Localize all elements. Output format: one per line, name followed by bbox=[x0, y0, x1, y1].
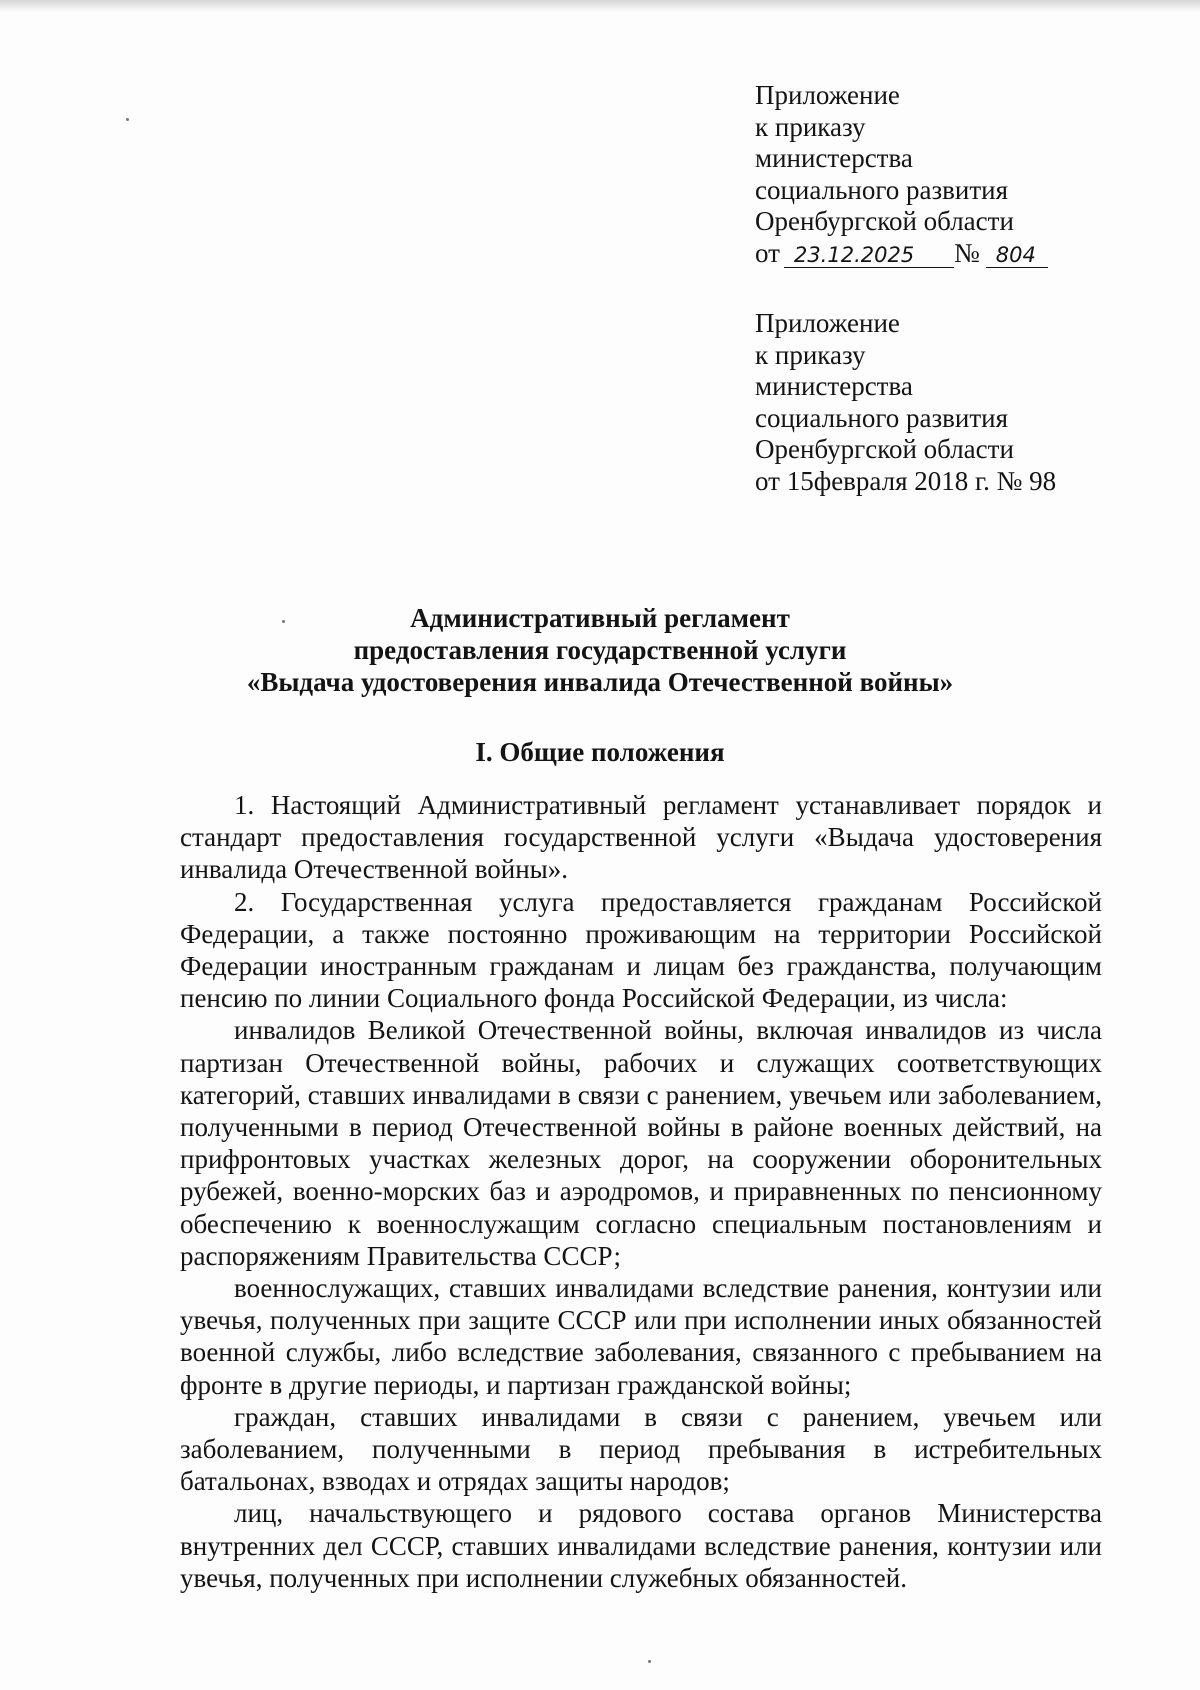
appendix-line: Оренбургской области bbox=[755, 206, 1014, 237]
appendix-line: Оренбургской области bbox=[755, 434, 1014, 465]
paragraph: 2. Государственная услуга предоставляется гражданам Российской Федерации, а также постоянно проживающим на территории Российской Федерации иностранным гражданам и лицам без гражданства, получающим пенсию по линии Социального фонда Российской Федерации, из числа: bbox=[180, 886, 1102, 1014]
section-heading: I. Общие положения bbox=[475, 737, 725, 767]
appendix-line: социального развития bbox=[755, 174, 1009, 205]
appendix-line: к приказу bbox=[755, 111, 866, 142]
title-line: Административный регламент bbox=[410, 603, 790, 633]
appendix-line: к приказу bbox=[755, 339, 866, 370]
appendix-line: министерства bbox=[755, 371, 913, 402]
from-label: от bbox=[755, 237, 780, 268]
handwritten-date: 23.12.2025 bbox=[784, 244, 954, 268]
appendix-line: Приложение bbox=[755, 308, 900, 338]
document-title bbox=[150, 602, 1050, 698]
title-line: предоставления государственной услуги bbox=[353, 635, 847, 665]
scan-speck bbox=[126, 118, 129, 121]
appendix-line: социального развития bbox=[755, 402, 1009, 433]
scan-speck bbox=[648, 1660, 651, 1663]
paragraph: 1. Настоящий Административный регламент устанавливает порядок и стандарт предоставления государственной услуги «Выдача удостоверения инвалида Отечественной войны». bbox=[180, 790, 1102, 885]
appendix-line: Приложение bbox=[755, 80, 900, 110]
handwritten-number: 804 bbox=[986, 244, 1048, 268]
appendix-current-block bbox=[755, 80, 1185, 270]
scan-speck bbox=[282, 620, 285, 623]
paragraph: лиц, начальствующего и рядового состава органов Министерства внутренних дел СССР, ставших инвалидами вследствие ранения, контузии или увечья, полученных при исполнении служебных обязанностей. bbox=[180, 1498, 1102, 1593]
number-label: № bbox=[953, 237, 980, 268]
appendix-line: от 15февраля 2018 г. № 98 bbox=[755, 465, 1057, 496]
appendix-line: министерства bbox=[755, 143, 913, 174]
scan-edge-shadow bbox=[0, 0, 1200, 12]
document-body bbox=[180, 789, 1102, 1594]
paragraph: военнослужащих, ставших инвалидами вследствие ранения, контузии или увечья, полученных при защите СССР или при исполнении иных обязанностей военной службы, либо вследствие заболевания, связанного с пребыванием на фронте в другие периоды, и партизан гражданской войны; bbox=[180, 1273, 1102, 1400]
paragraph: инвалидов Великой Отечественной войны, включая инвалидов из числа партизан Отечественной войны, рабочих и служащих соответствующих категорий, ставших инвалидами в связи с ранением, увечьем или заболеванием, полученными в период Отечественной войны в районе военных действий, на прифронтовых участках железных дорог, на сооружении оборонительных рубежей, военно-морских баз и аэродромов, и приравненных по пенсионному обеспечению к военнослужащим согласно специальным постановлениям и распоряжениям Правительства СССР; bbox=[180, 1015, 1102, 1271]
appendix-order-line bbox=[755, 238, 1185, 270]
paragraph: граждан, ставших инвалидами в связи с ранением, увечьем или заболеванием, полученными в период пребывания в истребительных батальонах, взводах и отрядах защиты народов; bbox=[180, 1401, 1102, 1497]
appendix-previous-block bbox=[755, 308, 1185, 498]
title-line: «Выдача удостоверения инвалида Отечественной войны» bbox=[246, 667, 954, 697]
